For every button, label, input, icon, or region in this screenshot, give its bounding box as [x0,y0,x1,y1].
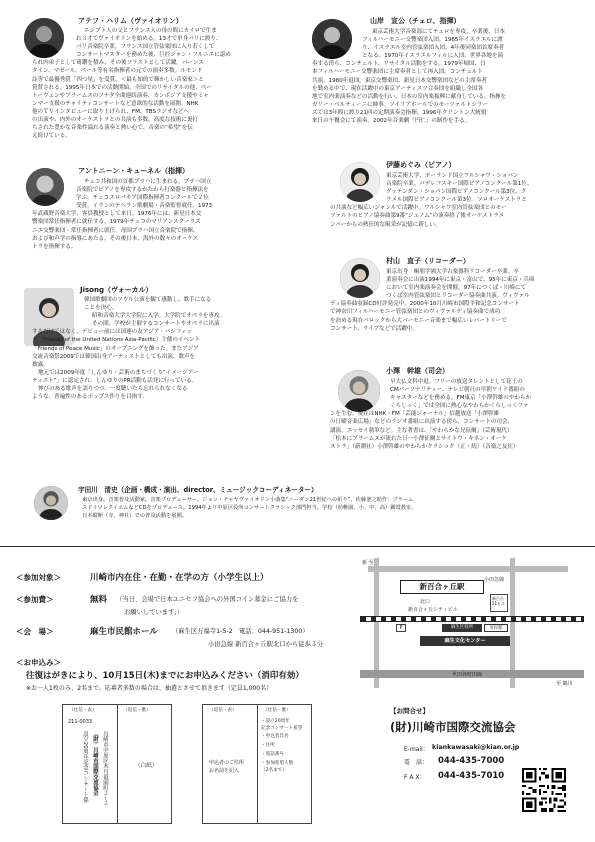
postcard-instruction: お名前を記入 [209,768,240,774]
map-label: 新 至 [362,560,374,566]
contact-email-label: E-mail： [404,746,429,753]
performer-bio: エジプト人の父とフランス人の母の間にカイロで生ま れ３才でヴァイオリンを始める。13才で単身パリに渡り、 パリ音楽院卒業。フランス国立管弦楽団に入り若くして コンサートマスターを務めた後、巨匠ジャン・フルニエに認め られ内弟子として研鑽を積み、その後ソリストとして活躍。パーンス タイン、マゼール、ペール等有名指揮者の元での演奏多数。ルモンド 誌等で最優秀賞「四つ星」を受賞。＜最も知的で輝かしい音楽家＞と 賞賛される。1995年日本での活動開始。全国でのリサイタルの他、ペー トーヴェンやブラームスのソナタ全曲連続演奏、カンボジア支援やミャ ンマー支援のチャリティコンサートなど意欲的な活動を展開。NHK 他のＴＶインタビューに取り上げられ、FM、TBSラジオなどへ の出演や、内外のオーケストラとの共演も多数。高度な技術に裏打 ちされた豊かな音楽性溢れる演奏と熱い心で、音楽の“希望”を伝 え続けている。 [32,28,231,140]
postcard-zip: 211-0033 [68,719,93,725]
performer-bio: チェコ共和国の首都プラハに生まれる。プラハ国立 音楽院でピアノを専攻するかたわら打楽器と指揮法を 学ぶ。チェコスロバキア国際指揮者コンクールで２位 受賞。イランのテヘラン歌劇場・音楽監督就任。1973 年武蔵野音楽大学、客員教授として来日。1976年には、新星日本交 響楽団常任指揮者に就任する。1979年チェコのマリアンスクーラズ ニエ交響楽団・常任指揮者に就任。母国プラハ国立音楽院で指揮、 および和声学の指導にあたる。その後日本、海外の数々のオーケス トラを指揮する。 [32,179,212,250]
performer-name: 小澤 幹雄（司会） [386,367,449,375]
map-road [368,566,568,572]
contact-tel-label: 電 話： [404,759,429,766]
target-value: 川崎市内在住・在勤・在学の方（小学生以上） [90,573,269,583]
target-label: ＜参加対象＞ [16,573,61,582]
contact-heading: 【お問合せ】 [390,707,429,715]
access-map [360,558,584,694]
postcard-fold-line [117,705,118,823]
performer-name: 伊藤めぐみ（ピアノ） [386,161,456,169]
performer-name: アントニーン・キューネル（指揮） [78,167,189,175]
contact-tel[interactable]: 044-435-7000 [438,756,505,766]
performer-bio: 東京芸術大学音楽部にてチェロを専攻。卒業後、日本 フィルハーモニー交響楽団入団。1965年イスラエルに渡 り、イスラエル室内管弦楽団入団。4年後同楽団首席奏者 となる。1970年イスラエルフィルに入団。世界各地を演 奏する傍ら、コンチェルト、リサイタル活動をする。1979年帰国、日 本フィルハーモニー交響楽団に主席奏者として再入団。コンチェルト 共演。1980年退団。東京交響楽団、新星日本交響楽団などの主席奏者 を勤める中で、現在活躍中の東京アーティスツ合奏団を組織し全国各 地で室内楽演奏などの活動を行い、日本の室内楽振興に献身している。指揮を ガリー・ベルティーニに師事。ソイリアホールでのモーツァルトシリー ズでは3年間に渡り21回の定期演奏会指揮。1996年クリントン大統領 来日の午餐会にて演奏。2002年音楽劇「円仁」の制作を手る。 [312,29,507,125]
map-label: 至 鶴川 [556,681,573,687]
fee-note: （当日、会場で日本ユニセフ協会への外国コイン募金にご協力を [116,596,299,603]
postcard-sample-reply [202,704,312,824]
fee-value: 無料 [90,595,108,605]
map-label: 世田谷町田線 [452,672,483,678]
qr-code-icon[interactable] [522,768,566,812]
performer-bio: 東京出身。音楽普及活動家。音楽プロデューサー。ジョン・チャヤヴァイオリン小曲集“ニーダン21世紀への祈り”、佐藤釜之助作：ブラーム スドイツレクイエムなどCDをプロデュース。1994年より中原区役所コンサートクラシック部門担当。学校（幼稚園、小、中、高）鑑賞教室、 日本縦断（寺、神社）での普及活動を展開。 [82,497,417,520]
apply-label: ＜お申込み＞ [16,658,61,667]
map-label: 新百合ヶ丘シティビル [408,607,458,613]
performer-name: 宇田川 清史（企画・構成・演出、director、ミュージックコーディネーター） [78,486,318,494]
map-railway [360,616,584,622]
performer-bio: 早大仏文科中退。フリーの放送タレントとして花王の CMパーソナリティー、テレビ朝日の早朝ワイド番組の キャスターなどを務める。FM東京「小澤幹雄のやわらか くらしっく」では全国に熱心なやわらかくらしっくファ ンを生む。現在はNHK・FM「芸能ジャーナル」信越放送「小澤幹雄 の日曜音楽広場」などのラジオ番組に出演する傍ら、コンサートの司会、 講演、エッセイ執筆など。主な著書は、「やわらかな兄征爾」（芸術現代） 「松本にブラームスが流れた日一小澤征爾とサイトウ・キネン・オーケ ストラ」（新潮社）小澤幹雄のやわらかクラシック（正・続）（音楽之友社） [330,379,531,450]
contact-org: (財)川崎市国際交流協会 [390,720,516,734]
map-building: 新百合21ビル [490,594,508,612]
fee-label: ＜参加費＞ [16,595,54,604]
performer-name: 村山 直子（リコーダー） [386,257,470,265]
map-road [510,558,515,688]
map-label: 北口 [420,599,431,605]
postcard-blank: （白紙） [135,763,158,769]
map-venue: 麻生文化センター [420,636,510,646]
performer-name: アテフ・ハリム（ヴァイオリン） [78,17,183,25]
postcard-heading: （返信・表） [209,708,237,713]
performer-bio: 韓国歌劇団のソウル公演を観て感動し、歌手になる ことを決心。 昭和音楽大学大学院に入学。大学院でオペラを専攻。 その間、学校が主催するコンサートやオペラに出演 するだけではなく、デビュー前には国連の友アジア・パシフィッ ク（Friends of the United Nations Asia-Pacific）主催のイベント 「Friends of Peace Music」のオープニングを飾った。またアジア 交流音楽祭2009では韓国出身アーティストとしても出演、歌声を 披露。 地元では2009年度「しんゆり・芸術のまちづくり“イメージアー ティスト”」に認定され、しんゆりのPR活動も活発に行っている。 伸びのある歌声を語りつつ、一度聴いたら忘れられなくなる ような、普遍性のあるポップス作りを目指す。 [32,297,226,401]
map-building: 麻生区役所 [442,624,482,632]
venue-access: 小田急線 新百合ヶ丘駅北口から徒歩３分 [208,641,324,648]
fee-note: お願いしています。） [124,609,184,616]
postcard-address: 川崎市中原区木月祗園町２−２ [102,731,108,806]
map-building: 市民館 [484,624,508,632]
map-label: 小田急線 [484,577,505,583]
venue-label: ＜会 場＞ [16,627,54,636]
apply-note: ※お一人1枚のみ、2名まで。応募者多数の場合は、抽選とさせて頂きます（定員1,000名） [26,685,273,692]
postcard-dept: 設立20周年記念コンサート係 [82,731,88,803]
postcard-heading: （返信・裏） [123,708,151,713]
contact-email[interactable]: kiankawasaki@kian.or.jp [432,744,520,751]
performer-name: Jisong（ヴォーカル） [80,286,153,294]
performer-bio: 東京出身 桐朋学園大学古楽器科リコーダー卒業。卒 業演奏会に出演1994年に東京・富山で、95年に東京・兵庫 において室内楽演奏会を開催。97年につくば・川崎にて つくば室内管弦楽団とリコーダー協奏曲共演。ヴィヴァル ディ協奏曲収録CD好評発売中。2000年10月川崎市国際平和記念コンサート で神奈川フィルハーモニー管弦楽団とのヴィヴァルディ協奏曲で成功 を治める現在バロックから大バーモニー音楽まで幅広いレパートリーで コンサート、ライブなどで活躍中。 [330,269,535,332]
postcard-heading: （往信・表） [69,708,97,713]
postcard-sample-outgoing [62,704,172,824]
apply-value: 往復はがきにより、10月15日(木)までにお申込みください（消印有効） [26,671,304,681]
venue-address: （麻生区万福寺1-5-2 電話：044-951-1300） [172,628,309,635]
performer-bio: 東京芸術大学、ポーランド国立ワルシャワ・ショパン 音楽院卒業。パデレフスキー国際ピアノコンクール第1位。 グッテンダン・ショパン国際ピアノコンクール第3位、ク ラメル国際ピアノコンクール第3位。ソロオーケストラと の共演など幅広いジャンルで活躍中。ワルシャワ室内管弦楽団とのモー ツァルトのピアノ協奏曲第9番“ジュノム”の演奏終了後オーケストラメ ンバーからの熱狂的な喝采が記憶に新しい。 [330,173,533,228]
postcard-recipient: （財）川崎市国際交流協会 [92,731,98,796]
section-divider [0,546,595,547]
performer-name: 山岸 宣公（チェロ、指揮） [370,17,461,25]
postcard-fold-line [257,705,258,823]
map-parking: P [396,624,406,632]
contact-fax-label: F A X： [404,774,426,781]
performer-photo-udagawa [34,486,68,520]
postcard-heading: （往信・裏） [263,708,291,713]
map-road [374,558,379,688]
map-station: 新百合ヶ丘駅 [400,580,484,594]
venue-value: 麻生市民館ホール [90,627,158,637]
contact-fax: 044-435-7010 [438,771,505,781]
postcard-items: ・設立20周年 記念コンサート希望 ・申込者氏名 ・住所 ・電話番号 ・参加希望人数 （2名まで） [261,719,303,773]
postcard-instruction: 申込者のご住所 [209,760,245,766]
